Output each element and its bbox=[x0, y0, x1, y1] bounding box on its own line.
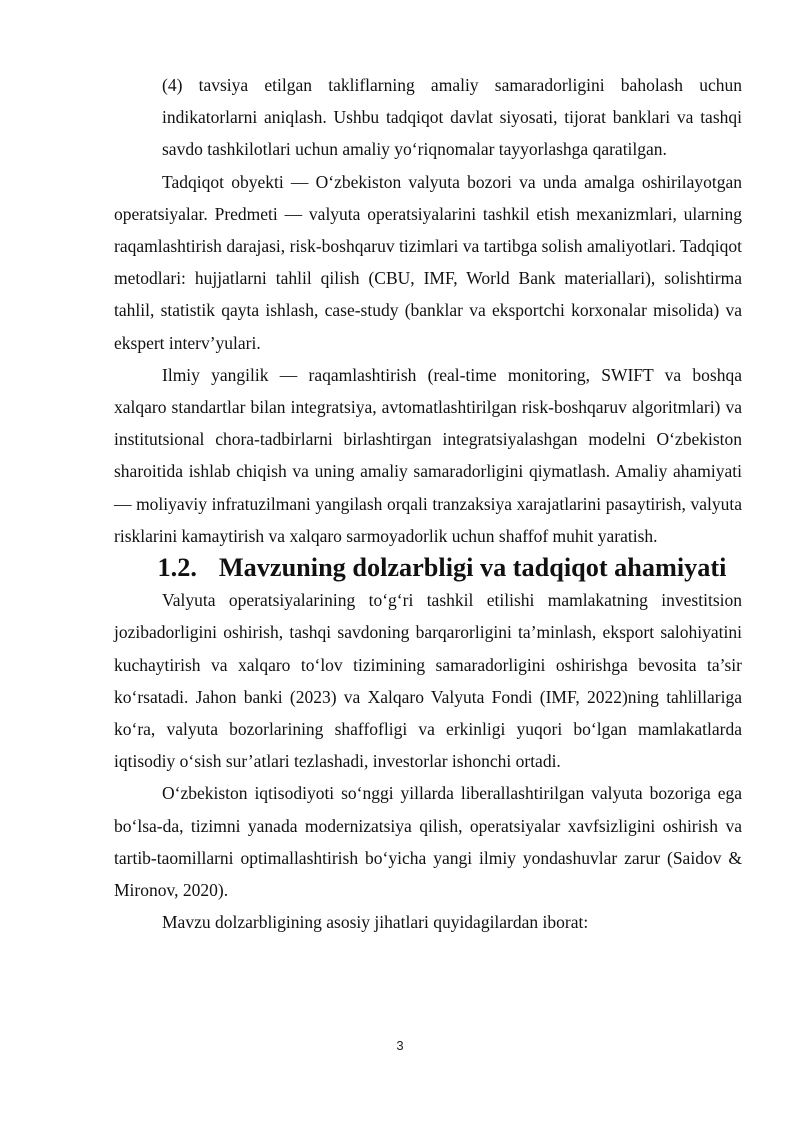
section-number: 1.2. bbox=[157, 553, 197, 583]
paragraph-indicators: (4) tavsiya etilgan takliflarning amaliy samaradorligini baholash uchun indikatorlarni aniqlash. Ushbu tadqiqot davlat siyosati, tijorat banklari va tashqi savdo tashkilotlari uchun amaliy yo‘riqnomalar tayyorlashga qaratilgan. bbox=[162, 75, 742, 160]
paragraph-currency-operations: Valyuta operatsiyalarining to‘g‘ri tashkil etilishi mamlakatning investitsion jozibadorligini oshirish, tashqi savdoning barqarorligini ta’minlash, eksport salohiyatini kuchaytirish va xalqaro to‘lov tizimining samaradorligini oshirishga bevosita ta’sir ko‘rsatadi. Jahon banki (2023) va Xalqaro Valyuta Fondi (IMF, 2022)ning tahlillariga ko‘ra, valyuta bozorlarining shaffofligi va erkinligi yuqori bo‘lgan mamlakatlarda iqtisodiy o‘sish sur’atlari tezlashadi, investorlar ishonchi ortadi. bbox=[114, 590, 742, 772]
paragraph-key-aspects: Mavzu dolzarbligining asosiy jihatlari quyidagilardan iborat: bbox=[162, 912, 589, 933]
paragraph-scientific-novelty: Ilmiy yangilik — raqamlashtirish (real-time monitoring, SWIFT va boshqa xalqaro standartlar bilan integratsiya, avtomatlashtirilgan risk-boshqaruv algoritmlari) va institutsional chora-tadbirlarni birlashtirgan integratsiyalashgan modelni O‘zbekiston sharoitida ishlab chiqish va uning amaliy samaradorligini qiymatlash. Amaliy ahamiyati — moliyaviy infratuzilmani yangilash orqali tranzaksiya xarajatlarini pasaytirish, valyuta risklarini kamaytirish va xalqaro sarmoyadorlik uchun shaffof muhit yaratish. bbox=[114, 364, 742, 546]
page-content bbox=[114, 69, 742, 938]
section-title: Mavzuning dolzarbligi va tadqiqot ahamiyati bbox=[218, 553, 727, 583]
page-number: 3 bbox=[396, 1038, 404, 1053]
paragraph-uzbekistan-economy: O‘zbekiston iqtisodiyoti so‘nggi yillarda liberallashtirilgan valyuta bozoriga ega bo‘lsa-da, tizimni yanada modernizatsiya qilish, operatsiyalar xavfsizligini oshirish va tartib-taomillarni optimallashtirish bo‘yicha yangi ilmiy yondashuvlar zarur (Saidov & Mironov, 2020). bbox=[114, 783, 742, 901]
paragraph-research-object: Tadqiqot obyekti — O‘zbekiston valyuta bozori va unda amalga oshirilayotgan operatsiyalar. Predmeti — valyuta operatsiyalarini tashkil etish mexanizmlari, ularning raqamlashtirish darajasi, risk-boshqaruv tizimlari va tartibga solish amaliyotlari. Tadqiqot metodlari: hujjatlarni tahlil qilish (CBU, IMF, World Bank materiallari), solishtirma tahlil, statistik qayta ishlash, case-study (banklar va eksportchi korxonalar misolida) va ekspert interv’yulari. bbox=[114, 171, 742, 353]
section-heading bbox=[114, 552, 742, 584]
